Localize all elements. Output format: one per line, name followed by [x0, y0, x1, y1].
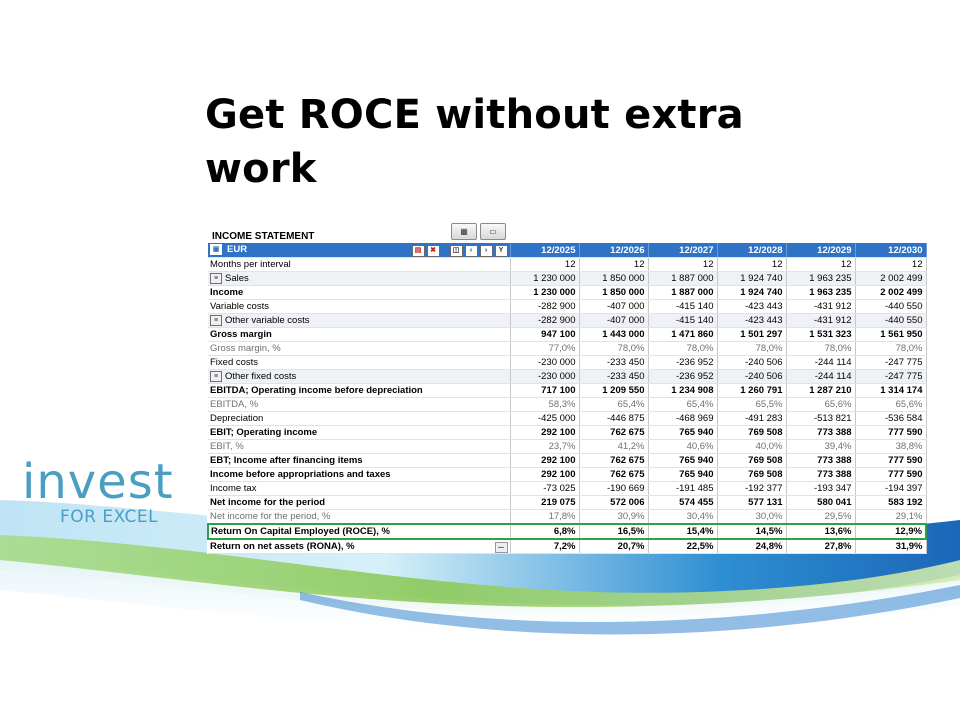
value-cell[interactable]: 12,9% [855, 524, 926, 539]
value-cell[interactable]: -73 025 [510, 482, 579, 496]
value-cell[interactable]: 572 006 [579, 496, 648, 510]
value-cell[interactable]: 12 [855, 258, 926, 272]
value-cell[interactable]: 12 [717, 258, 786, 272]
slide-title: Get ROCE without extra work [205, 92, 744, 192]
value-cell[interactable]: 58,3% [510, 398, 579, 412]
value-cell[interactable]: -240 506 [717, 356, 786, 370]
row-label: Depreciation [210, 413, 264, 424]
table-row [208, 384, 926, 398]
row-label-cell[interactable] [208, 384, 510, 398]
value-cell[interactable]: 30,9% [579, 510, 648, 525]
value-cell[interactable]: 765 940 [648, 426, 717, 440]
value-cell[interactable]: 1 963 235 [786, 272, 855, 286]
sheet-toolbar [451, 223, 506, 240]
value-cell[interactable]: 2 002 499 [855, 272, 926, 286]
value-cell[interactable]: 773 388 [786, 454, 855, 468]
row-label: Fixed costs [210, 357, 259, 368]
value-cell[interactable]: -282 900 [510, 300, 579, 314]
value-cell[interactable]: 773 388 [786, 426, 855, 440]
value-cell[interactable]: 65,4% [579, 398, 648, 412]
table-row [208, 272, 926, 286]
table-row [208, 286, 926, 300]
value-cell[interactable]: 12 [510, 258, 579, 272]
row-label-cell[interactable] [208, 314, 510, 328]
row-label-cell[interactable] [208, 286, 510, 300]
value-cell[interactable]: -240 506 [717, 370, 786, 384]
income-statement-table [207, 243, 927, 554]
table-row [208, 398, 926, 412]
value-cell[interactable]: 40,0% [717, 440, 786, 454]
row-label: Net income for the period [210, 497, 326, 508]
value-cell[interactable]: 7,2% [510, 539, 579, 554]
row-label-cell[interactable] [208, 440, 510, 454]
chart-icon[interactable]: ▤ [412, 245, 425, 257]
value-cell[interactable]: 1 314 174 [855, 384, 926, 398]
value-cell[interactable]: -446 875 [579, 412, 648, 426]
value-cell[interactable]: 765 940 [648, 468, 717, 482]
row-label: EBIT, % [210, 441, 244, 452]
value-cell[interactable]: 292 100 [510, 468, 579, 482]
row-label-cell[interactable] [208, 539, 510, 554]
row-label: Other variable costs [225, 315, 310, 326]
value-cell[interactable]: 20,7% [579, 539, 648, 554]
delete-icon[interactable]: ✖ [427, 245, 440, 257]
value-cell[interactable]: -247 775 [855, 370, 926, 384]
value-cell[interactable]: 29,5% [786, 510, 855, 525]
row-label: EBITDA; Operating income before depreciation [210, 385, 423, 396]
filter-icon[interactable]: Y [495, 245, 508, 257]
value-cell[interactable]: 1 443 000 [579, 328, 648, 342]
value-cell[interactable]: -440 550 [855, 314, 926, 328]
value-cell[interactable]: 1 230 000 [510, 286, 579, 300]
value-cell[interactable]: 292 100 [510, 454, 579, 468]
value-cell[interactable]: 29,1% [855, 510, 926, 525]
value-cell[interactable]: -415 140 [648, 300, 717, 314]
currency-label: EUR [227, 243, 248, 255]
table-row [208, 328, 926, 342]
row-label-cell[interactable] [208, 412, 510, 426]
value-cell[interactable]: 14,5% [717, 524, 786, 539]
value-cell[interactable]: 769 508 [717, 454, 786, 468]
income-statement-sheet [207, 223, 925, 554]
value-cell[interactable]: -247 775 [855, 356, 926, 370]
value-cell[interactable]: 1 531 323 [786, 328, 855, 342]
value-cell[interactable]: 65,4% [648, 398, 717, 412]
logo-main-text: invest [22, 454, 174, 510]
row-label-cell[interactable] [208, 272, 510, 286]
value-cell[interactable]: 38,8% [855, 440, 926, 454]
value-cell[interactable]: -491 283 [717, 412, 786, 426]
header-toolbar [412, 245, 508, 257]
row-label: EBITDA, % [210, 399, 259, 410]
row-label-cell[interactable] [208, 398, 510, 412]
row-label-cell[interactable] [208, 328, 510, 342]
value-cell[interactable]: 1 850 000 [579, 286, 648, 300]
value-cell[interactable]: 769 508 [717, 426, 786, 440]
value-cell[interactable]: 78,0% [855, 342, 926, 356]
value-cell[interactable]: 65,6% [855, 398, 926, 412]
value-cell[interactable]: 1 887 000 [648, 286, 717, 300]
value-cell[interactable]: -230 000 [510, 370, 579, 384]
value-cell[interactable]: 777 590 [855, 468, 926, 482]
value-cell[interactable]: 31,9% [855, 539, 926, 554]
value-cell[interactable]: -407 000 [579, 300, 648, 314]
row-label-cell[interactable] [208, 300, 510, 314]
value-cell[interactable]: 12 [648, 258, 717, 272]
table-row [208, 342, 926, 356]
row-label: Return on net assets (RONA), % [210, 540, 355, 552]
value-cell[interactable]: 39,4% [786, 440, 855, 454]
row-label: Other fixed costs [225, 371, 297, 382]
value-cell[interactable]: -536 584 [855, 412, 926, 426]
expand-icon[interactable]: ≡ [210, 371, 222, 382]
value-cell[interactable]: 292 100 [510, 426, 579, 440]
value-cell[interactable]: 77,0% [510, 342, 579, 356]
value-cell[interactable]: 574 455 [648, 496, 717, 510]
value-cell[interactable]: 78,0% [717, 342, 786, 356]
row-label-cell[interactable] [208, 426, 510, 440]
row-label: Net income for the period, % [210, 511, 331, 522]
value-cell[interactable]: -468 969 [648, 412, 717, 426]
row-label-cell[interactable] [208, 370, 510, 384]
value-cell[interactable]: 762 675 [579, 468, 648, 482]
table-row [208, 496, 926, 510]
row-label-cell[interactable] [208, 510, 510, 525]
value-cell[interactable]: -233 450 [579, 370, 648, 384]
value-cell[interactable]: 15,4% [648, 524, 717, 539]
value-cell[interactable]: -193 347 [786, 482, 855, 496]
value-cell[interactable]: 717 100 [510, 384, 579, 398]
value-cell[interactable]: -431 912 [786, 300, 855, 314]
row-label-cell[interactable] [208, 342, 510, 356]
value-cell[interactable]: -233 450 [579, 356, 648, 370]
previous-icon[interactable]: ‹ [465, 245, 478, 257]
value-cell[interactable]: 947 100 [510, 328, 579, 342]
value-cell[interactable]: 219 075 [510, 496, 579, 510]
value-cell[interactable]: 41,2% [579, 440, 648, 454]
row-label-cell[interactable] [208, 524, 510, 539]
value-cell[interactable]: 23,7% [510, 440, 579, 454]
value-cell[interactable]: 1 209 550 [579, 384, 648, 398]
value-cell[interactable]: 1 963 235 [786, 286, 855, 300]
row-label-cell[interactable] [208, 468, 510, 482]
row-label: Variable costs [210, 301, 269, 312]
period-header: 12/2025 [510, 243, 579, 258]
period-header: 12/2028 [717, 243, 786, 258]
value-cell[interactable]: 1 471 860 [648, 328, 717, 342]
value-cell[interactable]: -282 900 [510, 314, 579, 328]
table-row [208, 370, 926, 384]
value-cell[interactable]: -244 114 [786, 370, 855, 384]
expand-icon[interactable]: ≡ [210, 273, 222, 284]
value-cell[interactable]: 16,5% [579, 524, 648, 539]
table-body [208, 258, 926, 554]
table-row [208, 314, 926, 328]
value-cell[interactable]: 65,6% [786, 398, 855, 412]
next-icon[interactable]: › [480, 245, 493, 257]
table-row [208, 412, 926, 426]
value-cell[interactable]: 1 924 740 [717, 286, 786, 300]
value-cell[interactable]: -415 140 [648, 314, 717, 328]
value-cell[interactable]: 1 924 740 [717, 272, 786, 286]
currency-header-cell [208, 243, 510, 258]
value-cell[interactable]: 1 501 297 [717, 328, 786, 342]
value-cell[interactable]: 1 260 791 [717, 384, 786, 398]
period-header: 12/2030 [855, 243, 926, 258]
value-cell[interactable]: -431 912 [786, 314, 855, 328]
row-label: EBIT; Operating income [210, 427, 318, 438]
table-row [208, 468, 926, 482]
row-label: EBT; Income after financing items [210, 455, 363, 466]
value-cell[interactable]: 78,0% [786, 342, 855, 356]
calculator-icon[interactable]: ▦ [451, 223, 477, 240]
value-cell[interactable]: -236 952 [648, 356, 717, 370]
value-cell[interactable]: -236 952 [648, 370, 717, 384]
table-row [208, 454, 926, 468]
table-row [208, 426, 926, 440]
sheet-menu-icon[interactable]: ▣ [210, 244, 222, 255]
row-label: Gross margin [210, 329, 272, 340]
value-cell[interactable]: 2 002 499 [855, 286, 926, 300]
row-label: Income before appropriations and taxes [210, 469, 391, 480]
layout-icon[interactable]: ◫ [450, 245, 463, 257]
table-row [208, 482, 926, 496]
expand-icon[interactable]: ≡ [210, 315, 222, 326]
value-cell[interactable]: 78,0% [648, 342, 717, 356]
table-header-row [208, 243, 926, 258]
sheet-header [207, 223, 925, 243]
value-cell[interactable]: 777 590 [855, 454, 926, 468]
row-label-cell[interactable] [208, 258, 510, 272]
value-cell[interactable]: 1 561 950 [855, 328, 926, 342]
table-row [208, 440, 926, 454]
value-cell[interactable]: 78,0% [579, 342, 648, 356]
value-cell[interactable]: 580 041 [786, 496, 855, 510]
value-cell[interactable]: 769 508 [717, 468, 786, 482]
value-cell[interactable]: 1 287 210 [786, 384, 855, 398]
table-row [208, 524, 926, 539]
value-cell[interactable]: -425 000 [510, 412, 579, 426]
invest-for-excel-logo [22, 455, 174, 527]
value-cell[interactable]: 30,4% [648, 510, 717, 525]
period-header: 12/2027 [648, 243, 717, 258]
logo-sub-text: FOR EXCEL [60, 507, 159, 527]
value-cell[interactable]: 777 590 [855, 426, 926, 440]
value-cell[interactable]: 30,0% [717, 510, 786, 525]
value-cell[interactable]: 12 [786, 258, 855, 272]
sheet-title: INCOME STATEMENT [212, 231, 315, 242]
period-header: 12/2029 [786, 243, 855, 258]
value-cell[interactable]: 24,8% [717, 539, 786, 554]
value-cell[interactable]: 765 940 [648, 454, 717, 468]
value-cell[interactable]: -423 443 [717, 314, 786, 328]
value-cell[interactable]: 1 230 000 [510, 272, 579, 286]
table-row [208, 539, 926, 554]
table-row [208, 258, 926, 272]
value-cell[interactable]: 27,8% [786, 539, 855, 554]
value-cell[interactable]: 1 850 000 [579, 272, 648, 286]
value-cell[interactable]: 1 234 908 [648, 384, 717, 398]
value-cell[interactable]: 17,8% [510, 510, 579, 525]
value-cell[interactable]: -407 000 [579, 314, 648, 328]
row-label: Return On Capital Employed (ROCE), % [211, 526, 390, 537]
value-cell[interactable]: 1 887 000 [648, 272, 717, 286]
value-cell[interactable]: -423 443 [717, 300, 786, 314]
panel-icon[interactable]: ▭ [480, 223, 506, 240]
value-cell[interactable]: 762 675 [579, 454, 648, 468]
table-row [208, 300, 926, 314]
more-options-button[interactable]: ... [495, 542, 508, 553]
value-cell[interactable]: -440 550 [855, 300, 926, 314]
value-cell[interactable]: -191 485 [648, 482, 717, 496]
value-cell[interactable]: 13,6% [786, 524, 855, 539]
row-label-cell[interactable] [208, 356, 510, 370]
period-header: 12/2026 [579, 243, 648, 258]
row-label-cell[interactable] [208, 482, 510, 496]
value-cell[interactable]: -230 000 [510, 356, 579, 370]
value-cell[interactable]: -190 669 [579, 482, 648, 496]
table-row [208, 510, 926, 525]
row-label: Months per interval [210, 259, 291, 270]
value-cell[interactable]: -513 821 [786, 412, 855, 426]
value-cell[interactable]: 6,8% [510, 524, 579, 539]
value-cell[interactable]: 762 675 [579, 426, 648, 440]
table-row [208, 356, 926, 370]
value-cell[interactable]: 773 388 [786, 468, 855, 482]
value-cell[interactable]: -192 377 [717, 482, 786, 496]
value-cell[interactable]: 577 131 [717, 496, 786, 510]
value-cell[interactable]: 12 [579, 258, 648, 272]
value-cell[interactable]: -244 114 [786, 356, 855, 370]
row-label-cell[interactable] [208, 496, 510, 510]
value-cell[interactable]: 583 192 [855, 496, 926, 510]
value-cell[interactable]: 22,5% [648, 539, 717, 554]
value-cell[interactable]: -194 397 [855, 482, 926, 496]
value-cell[interactable]: 65,5% [717, 398, 786, 412]
row-label: Sales [225, 273, 249, 284]
value-cell[interactable]: 40,6% [648, 440, 717, 454]
row-label: Income tax [210, 483, 257, 494]
row-label: Income [210, 287, 244, 298]
row-label: Gross margin, % [210, 343, 281, 354]
row-label-cell[interactable] [208, 454, 510, 468]
